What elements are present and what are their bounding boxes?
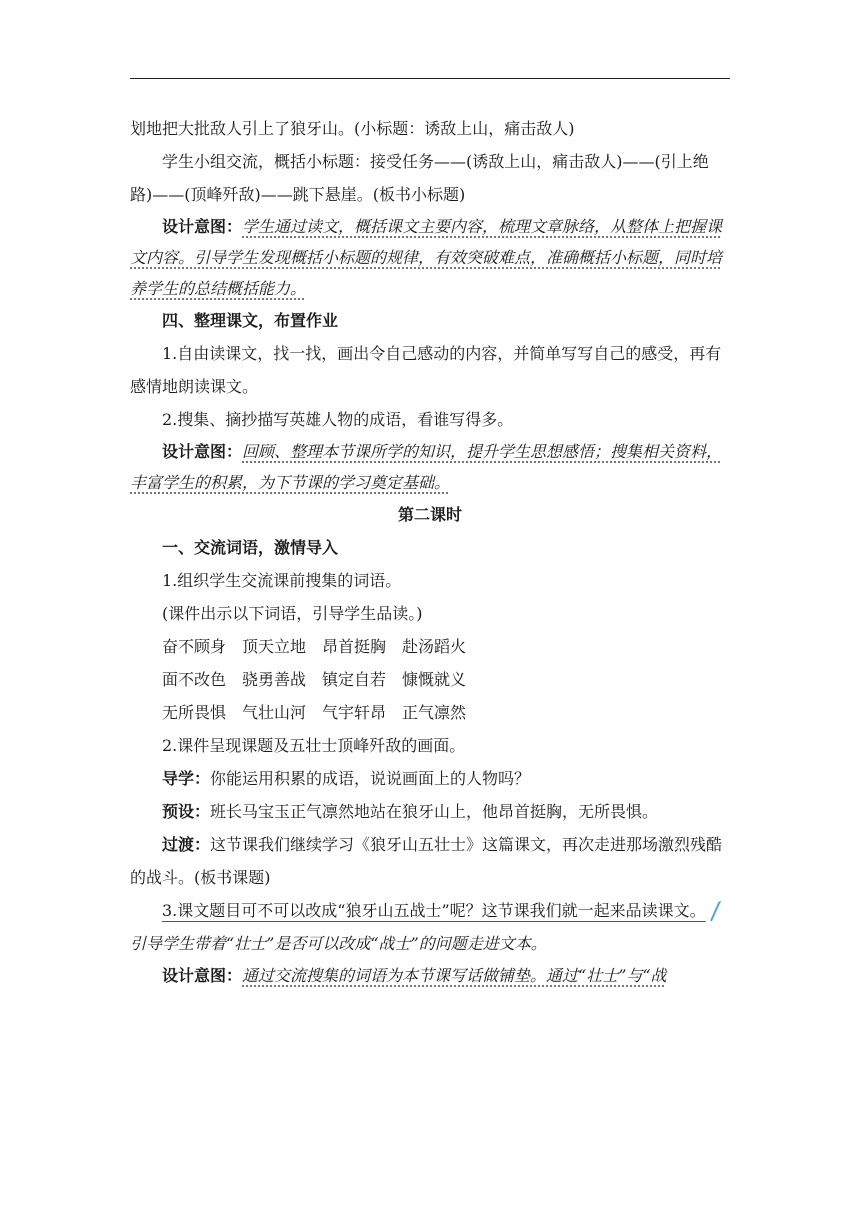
step-paren-note: (课件出示以下词语，引导学生品读。) [162, 604, 423, 623]
word-row-1 [130, 630, 730, 663]
word: 顶天立地 [242, 637, 307, 656]
document-body [130, 112, 730, 991]
word-row-3 [130, 696, 730, 729]
guide-line [130, 762, 730, 795]
note-label: 设计意图： [162, 442, 243, 461]
preset-text: 班长马宝玉正气凛然地站在狼牙山上，他昂首挺胸，无所畏惧。 [210, 802, 659, 821]
paragraph-summary: 学生小组交流，概括小标题：接受任务——(诱敌上山，痛击敌人)——(引上绝路)——(顶峰歼敌)——跳下悬崖。(板书小标题) [130, 152, 709, 204]
word-row-2 [130, 663, 730, 696]
word: 镇定自若 [322, 670, 387, 689]
section-heading-4: 四、整理课文，布置作业 [162, 311, 339, 330]
note-label: 设计意图： [162, 966, 243, 985]
word: 慷慨就义 [402, 670, 467, 689]
design-intent-note-1 [130, 211, 730, 304]
step-item-2: 2.课件呈现课题及五壮士顶峰歼敌的画面。 [162, 736, 466, 755]
preset-line [130, 795, 730, 828]
guide-label: 导学： [162, 769, 211, 788]
word: 赴汤蹈火 [402, 637, 467, 656]
header-rule [130, 78, 730, 79]
word: 气宇轩昂 [322, 703, 387, 722]
word: 无所畏惧 [162, 703, 227, 722]
lesson-title: 第二课时 [397, 505, 462, 524]
pencil-annotation-icon [708, 900, 722, 922]
word: 正气凛然 [402, 703, 467, 722]
step-item-1: 1.组织学生交流课前搜集的词语。 [162, 571, 402, 590]
note-label: 设计意图： [162, 217, 243, 236]
word: 昂首挺胸 [322, 637, 387, 656]
word: 奋不顾身 [162, 637, 227, 656]
word: 气壮山河 [242, 703, 307, 722]
homework-item-1: 1.自由读课文，找一找，画出令自己感动的内容，并简单写写自己的感受，再有感情地朗读课文。 [130, 344, 722, 396]
step-item-3-annotation: 引导学生带着“壮士”是否可以改成“战士”的问题走进文本。 [130, 934, 547, 953]
design-intent-note-2 [130, 436, 730, 498]
step-item-3 [130, 894, 730, 960]
step-item-3-text: 3.课文题目可不可以改成“狼牙山五战士”呢？这节课我们就一起来品读课文。 [162, 901, 706, 920]
word: 面不改色 [162, 670, 227, 689]
note-text: 学生通过读文，概括课文主要内容，梳理文章脉络，从整体上把握课文内容。引导学生发现概括小标题的规律，有效突破难点，准确概括小标题，同时培养学生的总结概括能力。 [130, 217, 723, 298]
homework-item-2: 2.搜集、摘抄描写英雄人物的成语，看谁写得多。 [162, 410, 514, 429]
preset-label: 预设： [162, 802, 211, 821]
note-text: 回顾、整理本节课所学的知识，提升学生思想感悟；搜集相关资料，丰富学生的积累，为下节课的学习奠定基础。 [130, 442, 723, 492]
section-heading-1: 一、交流词语，激情导入 [162, 538, 339, 557]
transition-label: 过渡： [162, 835, 211, 854]
guide-text: 你能运用积累的成语，说说画面上的人物吗？ [210, 769, 531, 788]
word: 骁勇善战 [242, 670, 307, 689]
design-intent-note-3 [130, 960, 730, 991]
note-text: 通过交流搜集的词语为本节课写话做铺垫。通过“壮士”与“战 [242, 966, 667, 985]
transition-text: 这节课我们继续学习《狼牙山五壮士》这篇课文，再次走进那场激烈残酷的战斗。(板书课题) [130, 835, 723, 887]
transition-line [130, 828, 730, 894]
paragraph-continuation: 划地把大批敌人引上了狼牙山。(小标题：诱敌上山，痛击敌人) [130, 119, 575, 138]
